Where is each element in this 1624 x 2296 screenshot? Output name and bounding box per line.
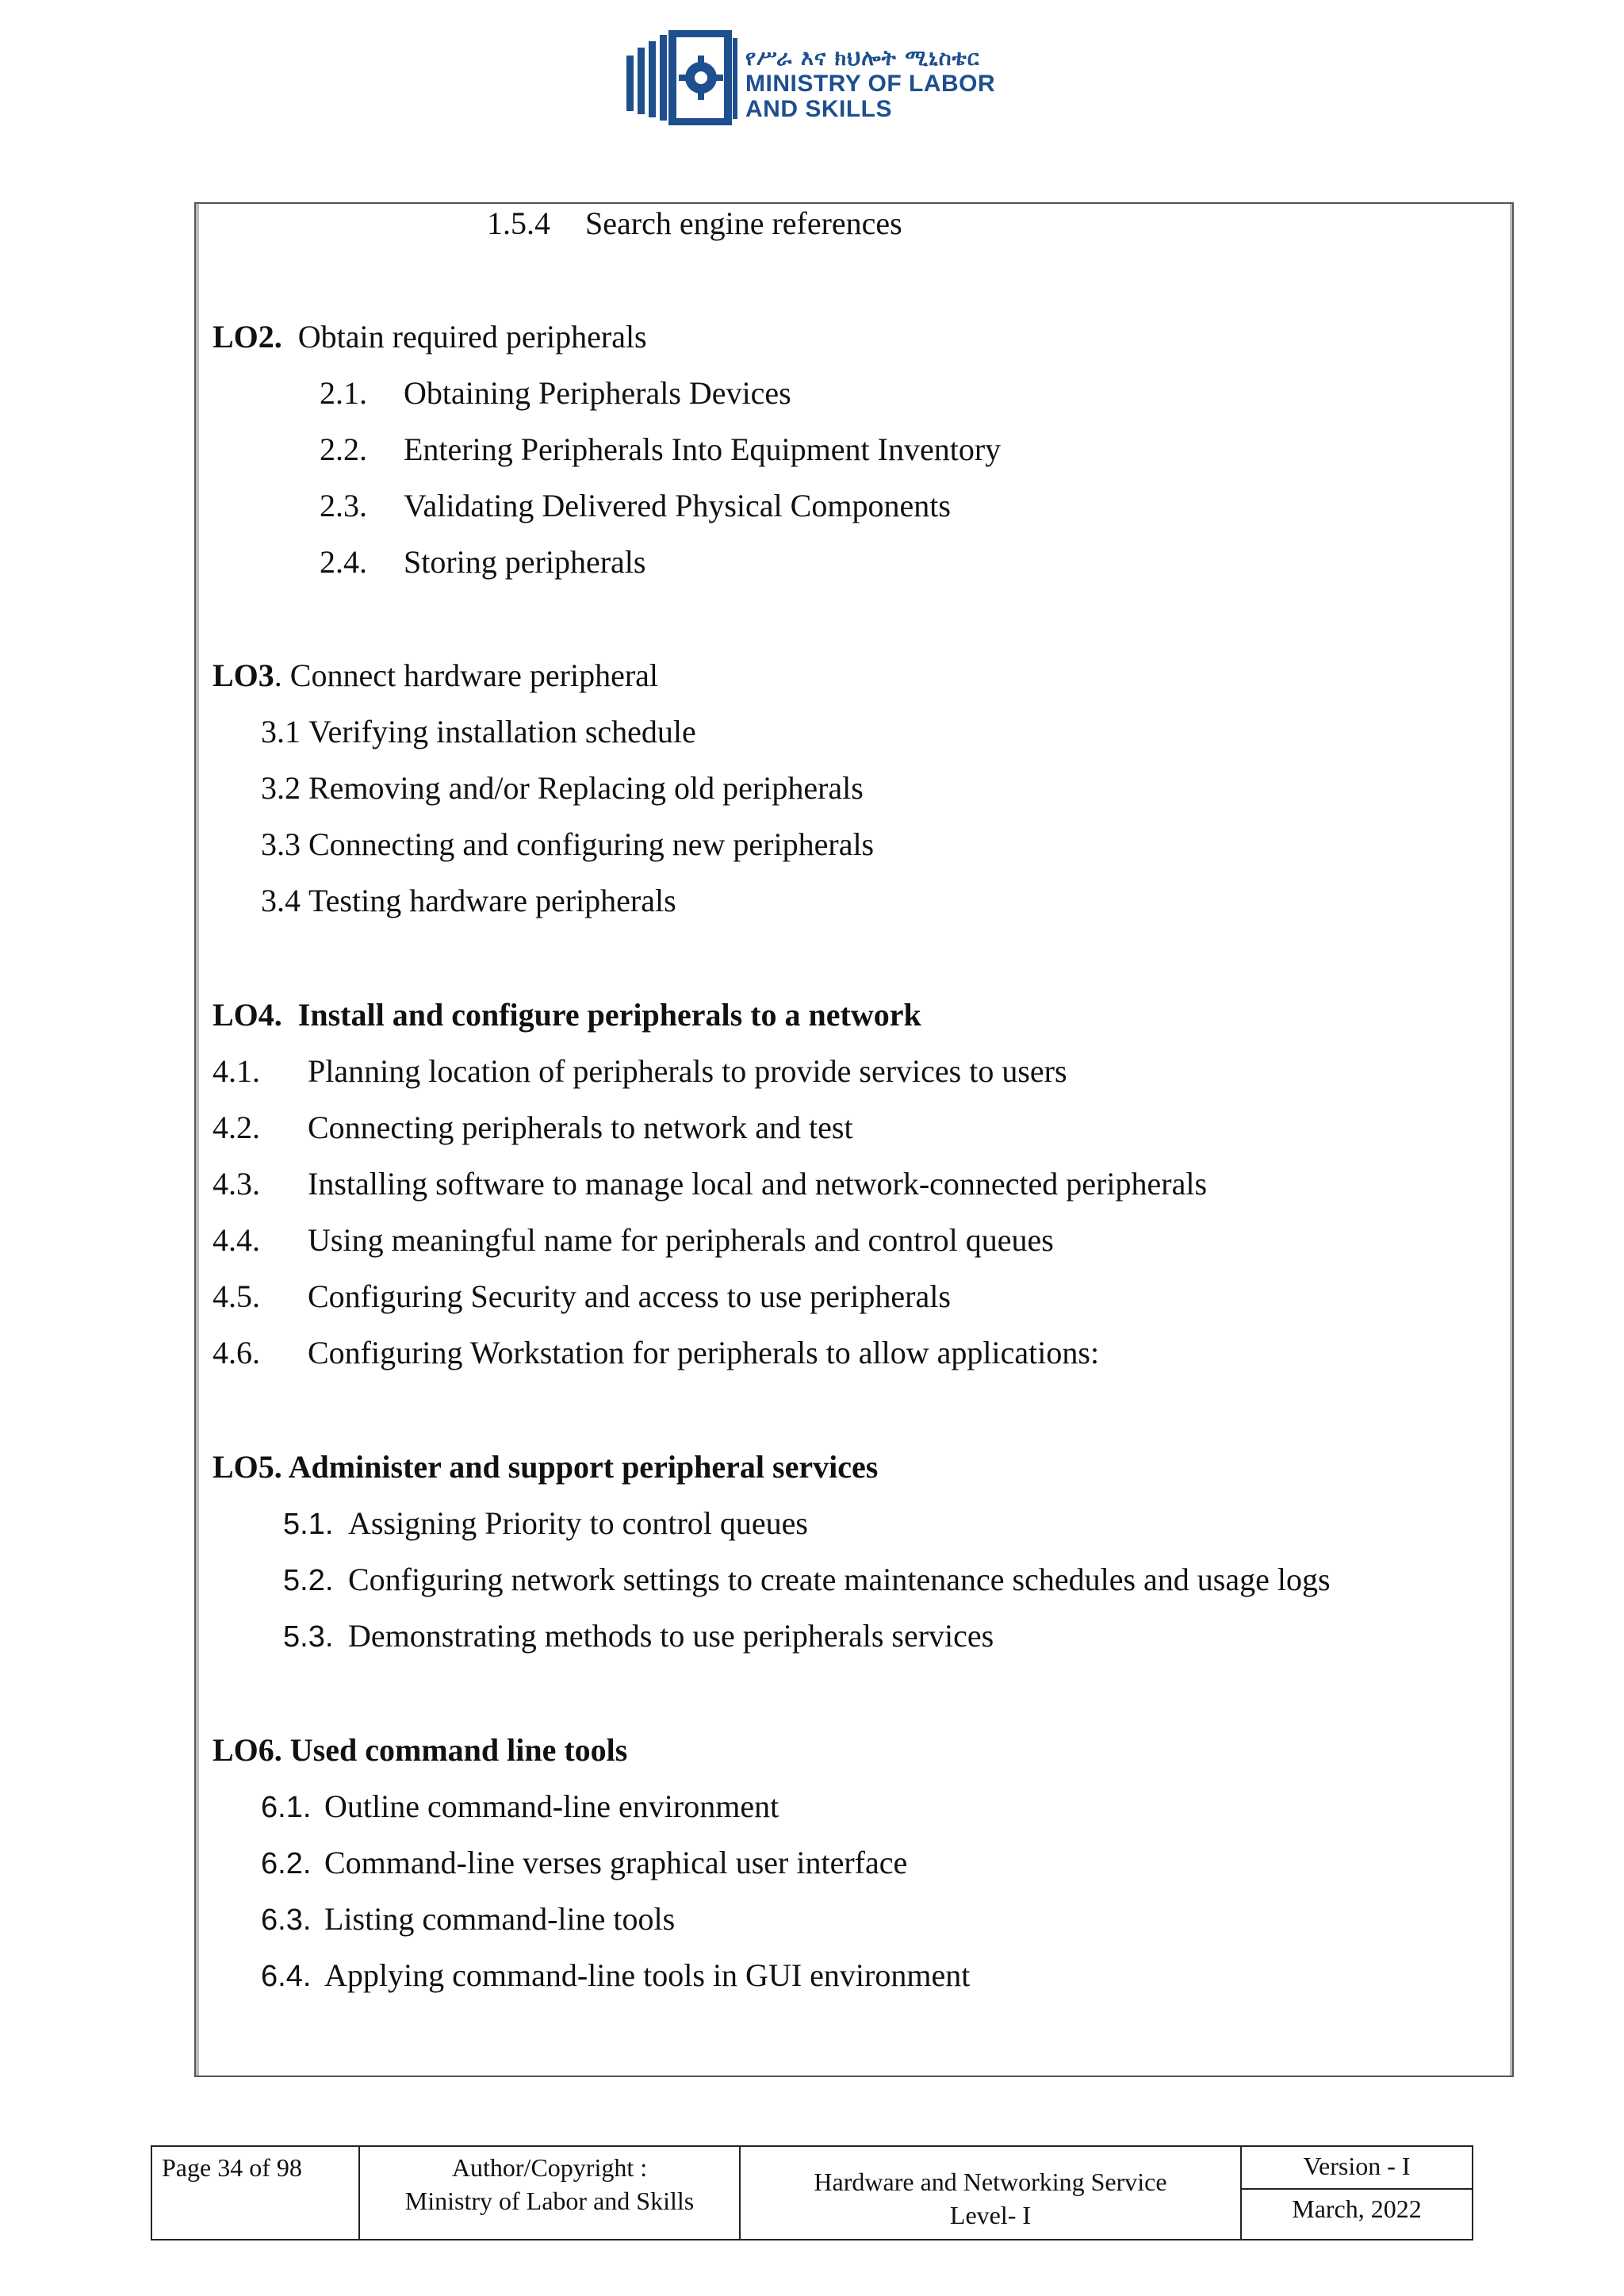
item-text: Connecting peripherals to network and test <box>308 1110 853 1145</box>
outline-item-6-4 <box>261 1957 971 1993</box>
page-number: Page 34 of 98 <box>162 2153 302 2182</box>
author-name: Ministry of Labor and Skills <box>404 2187 695 2215</box>
outline-item-2-4 <box>320 546 646 578</box>
item-number: 4.1. <box>213 1053 260 1089</box>
outline-item-4-5 <box>213 1278 951 1314</box>
item-text: Search engine references <box>585 205 902 241</box>
item-number: 5.3. <box>283 1620 334 1654</box>
item-number: 3.2 <box>261 770 301 806</box>
lo-title: Obtain required peripherals <box>297 319 647 355</box>
version: Version - I <box>1303 2152 1411 2180</box>
outline-item-3-3 <box>261 826 875 862</box>
lo-code: LO2. <box>213 319 282 355</box>
outline-item-4-2 <box>213 1112 853 1144</box>
item-number: 6.1. <box>261 1791 312 1824</box>
item-text: Removing and/or Replacing old peripherals <box>308 770 864 806</box>
course-level: Level- I <box>949 2201 1032 2229</box>
item-text: Demonstrating methods to use peripherals services <box>348 1618 994 1654</box>
item-text: Configuring network settings to create maintenance schedules and usage logs <box>348 1562 1331 1597</box>
lo-title: Install and configure peripherals to a network <box>297 997 921 1033</box>
item-number: 4.6. <box>213 1335 260 1370</box>
footer-page-cell <box>152 2147 360 2239</box>
footer-version-cell <box>1242 2147 1472 2239</box>
item-text: Command-line verses graphical user interface <box>324 1845 908 1880</box>
outline-item-5-2 <box>283 1564 1331 1596</box>
item-number: 6.3. <box>261 1903 312 1937</box>
item-text: Configuring Workstation for peripherals to allow applications: <box>308 1335 1100 1370</box>
outline-item-3-2 <box>261 772 864 804</box>
outline-item-5-3 <box>283 1620 994 1652</box>
item-text: Outline command-line environment <box>324 1788 779 1824</box>
item-text: Planning location of peripherals to provide services to users <box>308 1053 1067 1089</box>
item-number: 2.3. <box>320 488 367 523</box>
lo4-heading <box>213 999 921 1031</box>
lo5-heading <box>213 1451 878 1483</box>
lo3-heading <box>213 657 659 693</box>
outline-item-2-3 <box>320 490 951 522</box>
lo-code: LO6. <box>213 1732 282 1768</box>
item-number: 4.2. <box>213 1110 260 1145</box>
item-text: Applying command-line tools in GUI environment <box>324 1957 971 1993</box>
lo6-heading <box>213 1734 627 1766</box>
author-label: Author/Copyright : <box>451 2153 648 2182</box>
lo-code: LO4. <box>213 997 282 1033</box>
lo-code: LO5. <box>213 1449 282 1485</box>
outline-item-1-5-4 <box>487 205 902 241</box>
item-number: 3.4 <box>261 883 301 918</box>
outline-item-4-3 <box>213 1168 1207 1200</box>
item-text: Obtaining Peripherals Devices <box>404 375 791 411</box>
outline-item-6-1 <box>261 1788 779 1824</box>
release-date: March, 2022 <box>1292 2194 1422 2223</box>
lo-title: Used command line tools <box>289 1732 628 1768</box>
outline-item-6-3 <box>261 1903 675 1935</box>
item-number: 2.1. <box>320 375 367 411</box>
lo-code: LO3 <box>213 657 274 693</box>
outline-item-3-1 <box>261 716 696 748</box>
logo-name-line-1: MINISTRY OF LABOR <box>745 71 996 97</box>
item-number: 2.2. <box>320 431 367 467</box>
course-title: Hardware and Networking Service <box>814 2168 1167 2196</box>
item-number: 3.3 <box>261 826 301 862</box>
item-text: Testing hardware peripherals <box>308 883 676 918</box>
footer-course-cell <box>741 2147 1242 2239</box>
version-divider <box>1242 2188 1472 2190</box>
item-text: Listing command-line tools <box>324 1901 676 1937</box>
outline-item-3-4 <box>261 885 676 917</box>
item-number: 3.1 <box>261 714 301 749</box>
outline-item-2-2 <box>320 431 1002 467</box>
item-number: 2.4. <box>320 544 367 580</box>
item-text: Validating Delivered Physical Components <box>404 488 951 523</box>
outline-item-6-2 <box>261 1847 907 1879</box>
item-text: Installing software to manage local and network-connected peripherals <box>308 1166 1208 1202</box>
item-text: Storing peripherals <box>404 544 646 580</box>
outline-item-4-1 <box>213 1053 1067 1089</box>
outline-item-4-6 <box>213 1337 1099 1369</box>
item-number: 4.5. <box>213 1278 260 1314</box>
item-number: 6.2. <box>261 1847 312 1880</box>
lo-title: Administer and support peripheral services <box>288 1449 879 1485</box>
item-number: 6.4. <box>261 1960 312 1993</box>
outline-item-4-4 <box>213 1222 1054 1258</box>
lo2-heading <box>213 321 647 353</box>
logo-amharic-name: የሥራ እና ክህሎት ሚኒስቴር <box>745 46 980 71</box>
item-text: Using meaningful name for peripherals and control queues <box>308 1222 1054 1258</box>
outline-item-2-1 <box>320 375 791 411</box>
ministry-emblem-icon <box>625 30 737 125</box>
lo-title: . Connect hardware peripheral <box>274 657 659 693</box>
footer-author-cell <box>360 2147 741 2239</box>
outline-item-5-1 <box>283 1505 808 1541</box>
logo-name-line-2: AND SKILLS <box>745 96 892 122</box>
item-number: 4.3. <box>213 1166 260 1202</box>
item-number: 4.4. <box>213 1222 260 1258</box>
item-text: Verifying installation schedule <box>308 714 696 749</box>
ministry-logo <box>625 30 1005 128</box>
item-text: Entering Peripherals Into Equipment Inventory <box>404 431 1002 467</box>
item-text: Connecting and configuring new peripherals <box>308 826 875 862</box>
item-number: 1.5.4 <box>487 205 550 241</box>
item-number: 5.2. <box>283 1564 334 1597</box>
item-text: Configuring Security and access to use peripherals <box>308 1278 951 1314</box>
item-number: 5.1. <box>283 1508 334 1541</box>
item-text: Assigning Priority to control queues <box>348 1505 808 1541</box>
page-footer-table <box>151 2145 1473 2240</box>
logo-text <box>745 48 995 123</box>
